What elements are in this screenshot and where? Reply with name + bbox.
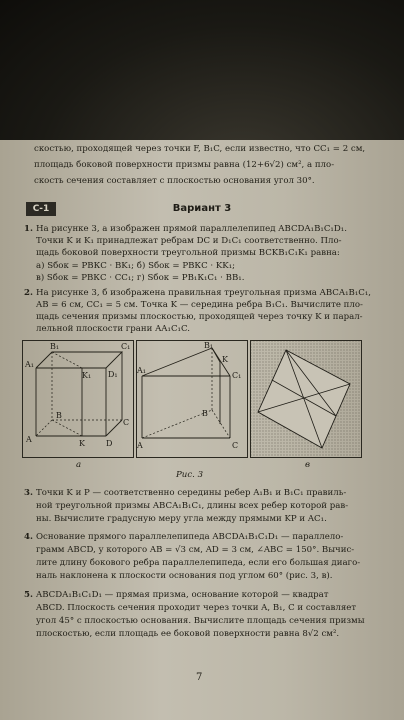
task-3-number: 3. [24,488,33,498]
intro-line-1: скостью, проходящей через точки F, B₁C, если известно, что CC₁ = 2 см, [34,144,366,154]
task-1-line: щадь боковой поверхности треугольной призмы BCKB₁C₁K₁ равна: [36,248,340,258]
fig-a-label: A₁ [25,360,34,369]
fig-a-label: B [56,411,62,420]
task-1-line: На рисунке 3, а изображен прямой параллелепипед ABCDA₁B₁C₁D₁. [36,224,347,234]
task-3-line: ны. Вычислите градусную меру угла между прямыми KP и AC₁. [36,514,327,524]
fig-a-label: B₁ [50,342,60,351]
fig-a-label: D [106,439,113,448]
task-5-number: 5. [24,590,33,600]
task-5-line: плоскостью, если площадь ее боковой поверхности равна 8√2 см². [36,629,340,639]
task-5-line: ABCD. Плоскость сечения проходит через точки A, B₁, C и составляет [36,603,357,613]
background-top [0,0,404,140]
task-1-line: Точки K и K₁ принадлежат ребрам DC и D₁C₁ соответственно. Пло- [36,236,342,246]
fig-b-label: B₁ [204,341,214,350]
fig-a-label: A [26,435,32,444]
fig-a-label: K [79,439,85,448]
section-badge: С-1 [26,202,56,216]
task-3-line: ной треугольной призмы ABCA₁B₁C₁, длины всех ребер которой рав- [36,501,349,511]
task-4-line: наль наклонена к плоскости основания под углом 60° (рис. 3, в). [36,571,333,581]
fig-b-label: C [232,441,239,450]
task-5-line: ABCDA₁B₁C₁D₁ — прямая призма, основание которой — квадрат [36,590,329,600]
task-2-line: На рисунке 3, б изображена правильная треугольная призма ABCA₁B₁C₁, [36,288,372,298]
page-number: 7 [196,672,203,683]
task-1-option: а) Sбок = PВКС · BK₁; б) Sбок = PВКС · KK₁; [36,261,236,271]
fig-a-label: D₁ [108,370,118,379]
fig-a-label: C [123,418,130,427]
figure-b-prism [136,340,248,458]
figure-v-label: в [305,460,311,470]
fig-a-label: C₁ [121,342,131,351]
figure-caption: Рис. 3 [176,470,204,480]
figure-a-parallelepiped [22,340,134,458]
intro-line-3: скость сечения составляет с плоскостью основания угол 30°. [34,176,315,186]
task-1-option: в) Sбок = PВКС · CC₁; г) Sбок = PВ₁К₁С₁ · BB₁. [36,273,245,283]
task-4-line: грамм ABCD, у которого AB = √3 см, AD = 3 см, ∠ABC = 150°. Вычис- [36,545,355,555]
task-3-line: Точки K и P — соответственно середины ребер A₁B₁ и B₁C₁ правиль- [36,488,347,498]
fig-b-label: A₁ [137,366,146,375]
variant-title: Вариант 3 [172,203,232,214]
task-5-line: угол 45° с плоскостью основания. Вычислите площадь сечения призмы [36,616,365,626]
fig-a-label: K₁ [82,371,92,380]
task-4-line: Основание прямого параллелепипеда ABCDA₁B₁C₁D₁ — параллело- [36,532,344,542]
task-2-line: AB = 6 см, CC₁ = 5 см. Точка K — середина ребра B₁C₁. Вычислите пло- [36,300,363,310]
task-1-number: 1. [24,224,33,234]
task-2-number: 2. [24,288,33,298]
task-2-line: щадь сечения призмы плоскостью, проходящей через точку K и парал- [36,312,363,322]
figure-a-label: а [76,460,82,470]
fig-b-label: C₁ [232,371,242,380]
fig-b-label: B [202,409,208,418]
fig-b-label: A [137,441,143,450]
task-2-line: лельной плоскости грани AA₁C₁C. [36,324,190,334]
figure-v-parallelepiped [250,340,362,458]
book-page [0,140,404,720]
task-4-line: лите длину бокового ребра параллелепипеда, если его большая диаго- [36,558,361,568]
intro-line-2: площадь боковой поверхности призмы равна (12+6√2) см², а пло- [34,160,335,170]
fig-b-label: K [222,355,228,364]
task-4-number: 4. [24,532,33,542]
